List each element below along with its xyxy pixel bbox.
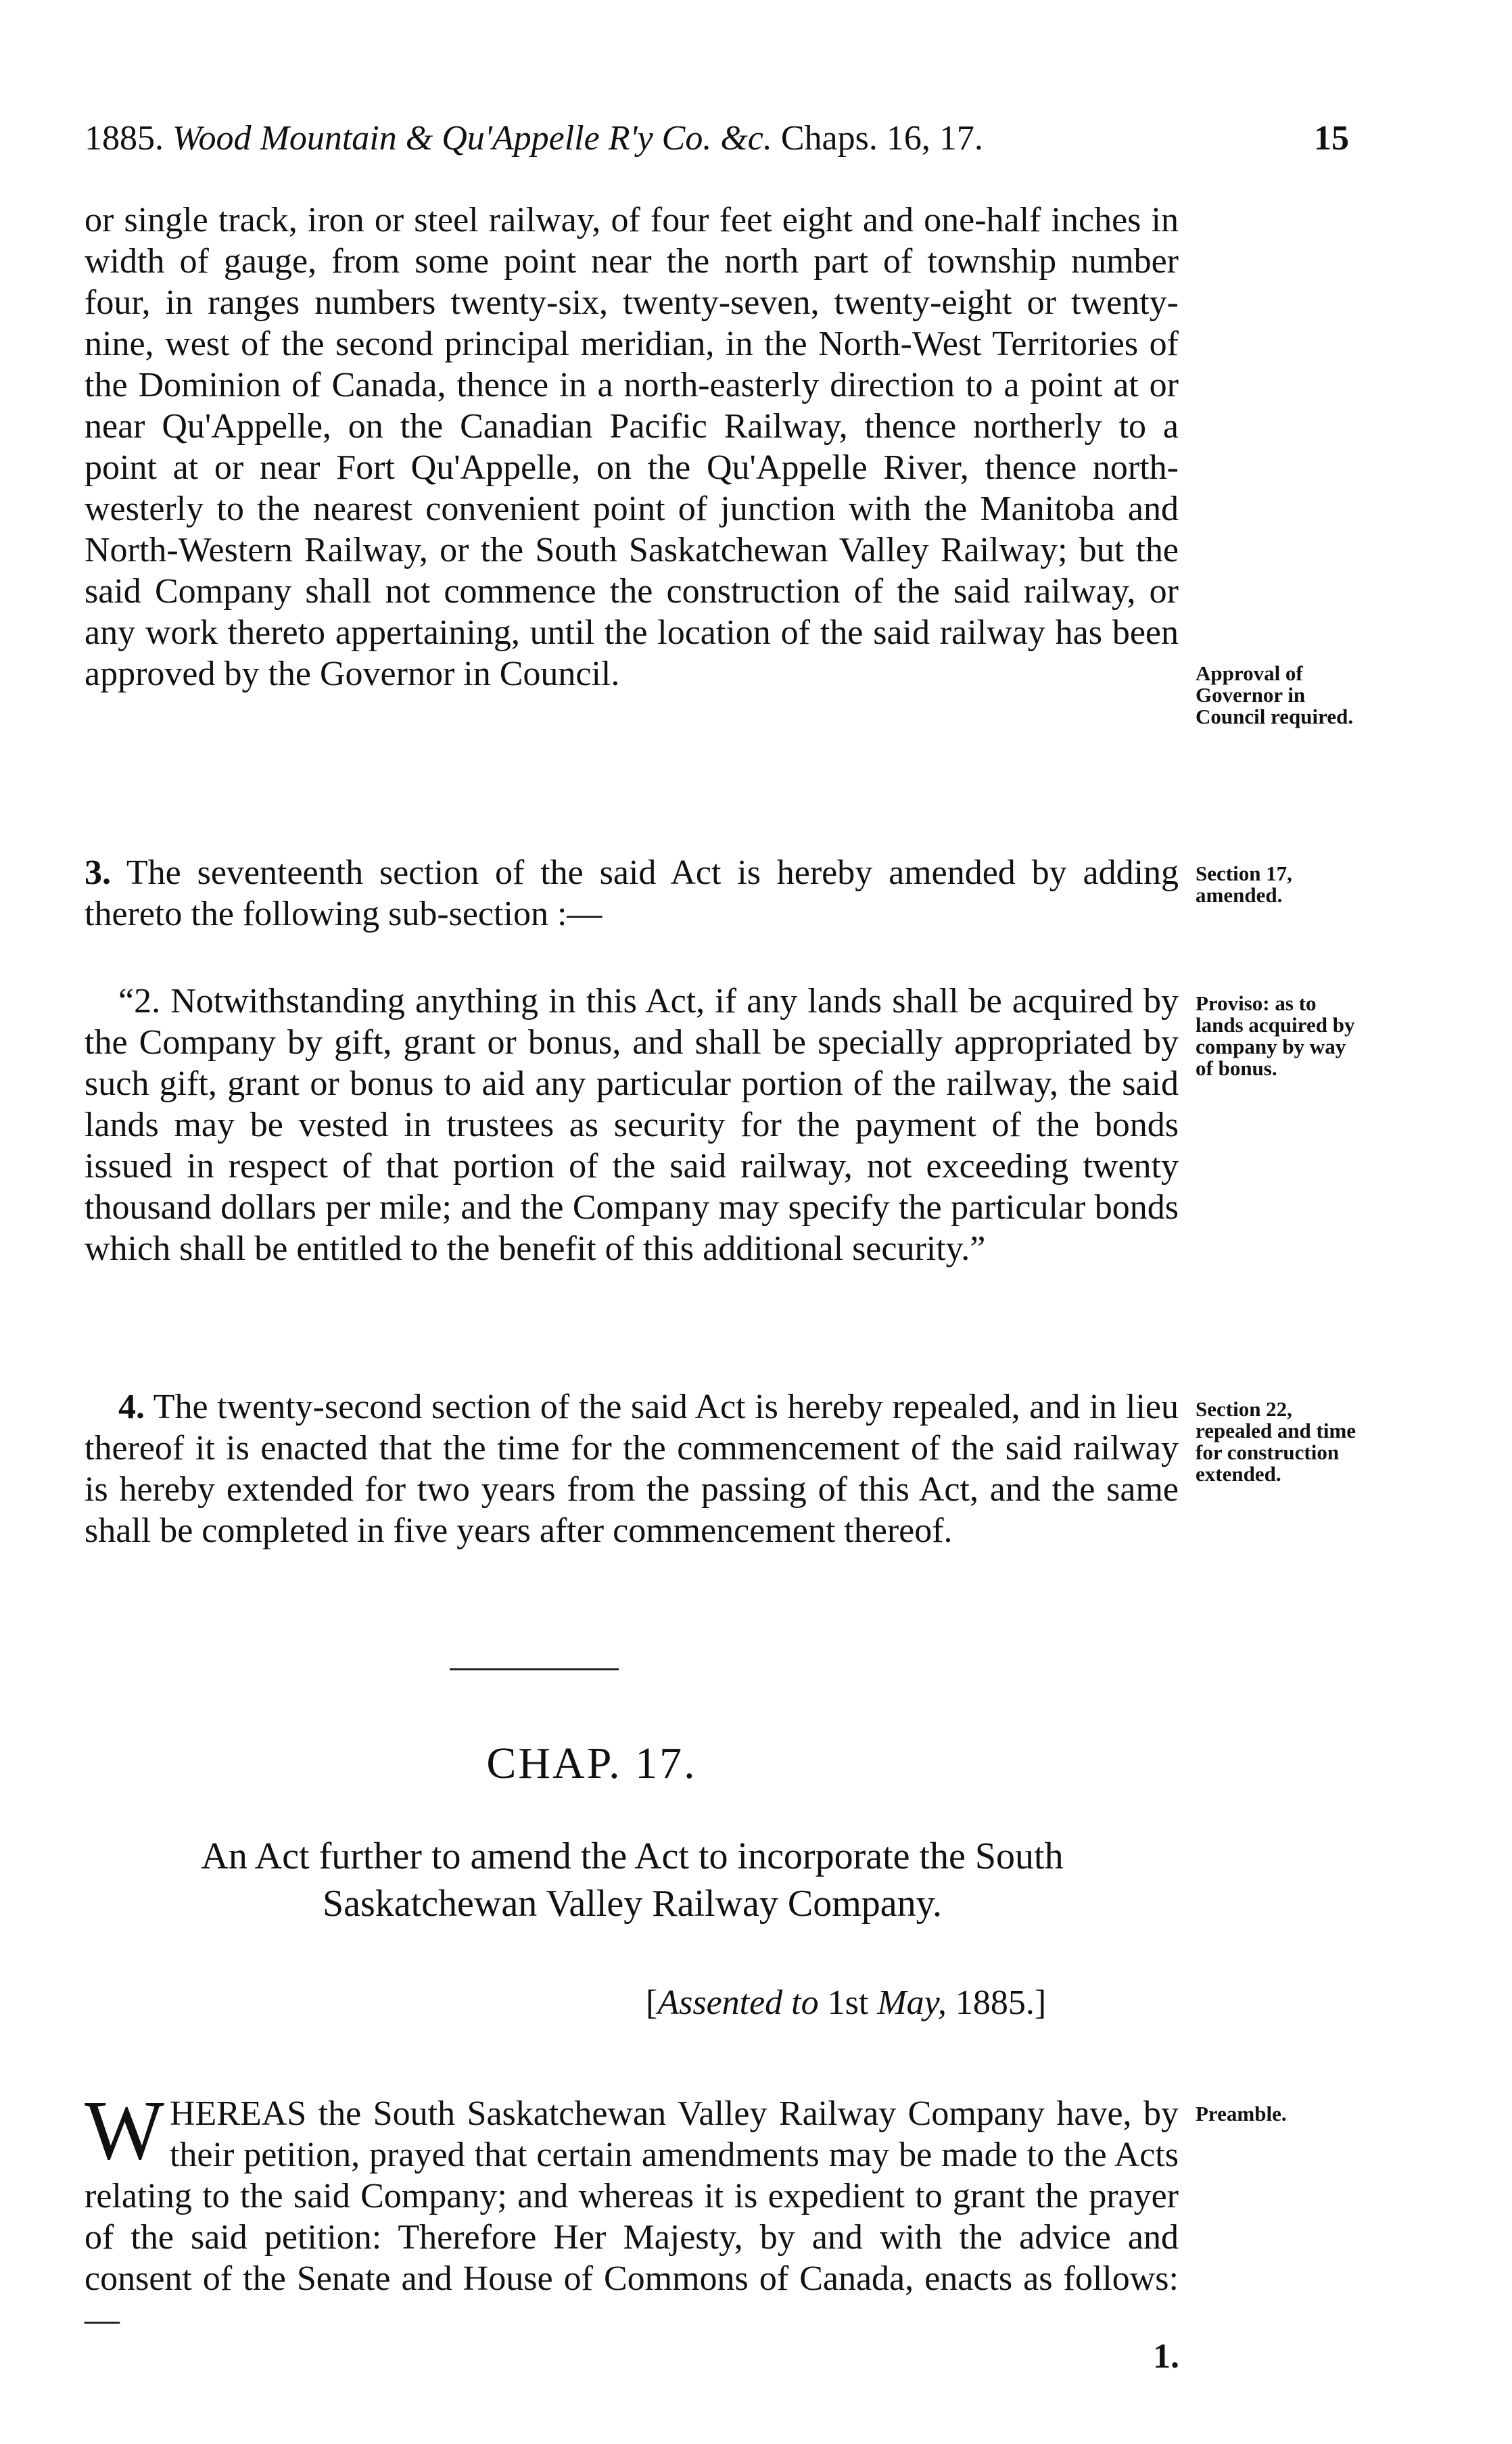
assent-month: May, (877, 1983, 947, 2022)
section-number: 3. (85, 853, 111, 892)
section-divider (450, 1668, 619, 1670)
header-left (85, 118, 983, 158)
margin-note-approval: Approval of Governor in Council required. (1196, 661, 1354, 728)
header-chapters: Chaps. 16, 17. (780, 119, 983, 158)
paragraph-text: “2. Notwithstanding anything in this Act, if any lands shall be acquired by the Company by gift, grant or bonus, and shall be specially appropriated by such gift, grant or bonus to aid any particular portion of the railway, the said lands may be vested in trustees as security for the payment of the bonds issued in respect of that portion of the said railway, not exceeding twenty thousand dollars per mile; and the Company may specify the particular bonds which shall be entitled to the benefit of this additional security.” (85, 982, 1179, 1268)
running-header (85, 118, 1349, 166)
chapter-title: CHAP. 17. (486, 1739, 697, 1788)
section-number: 4. (118, 1388, 145, 1426)
margin-note-preamble: Preamble. (1196, 2102, 1287, 2125)
preamble (85, 2084, 1179, 2341)
catchword: 1. (1153, 2337, 1179, 2376)
margin-note-section-17: Section 17, amended. (1196, 862, 1292, 907)
margin-note-section-22: Section 22, repealed and time for construction extended. (1196, 1397, 1356, 1486)
page-number: 15 (1314, 119, 1349, 158)
assent-line (646, 1983, 1046, 2023)
paragraph-text: The seventeenth section of the said Act is hereby amended by adding thereto the following sub-section :— (85, 853, 1179, 933)
paragraph-text: The twenty-second section of the said Act is hereby repealed, and in lieu thereof it is enacted that the time for the commencement of the said railway is hereby extended for two years from the passing of this Act, and the same shall be completed in five years after commencement thereof. (85, 1388, 1179, 1550)
header-year: 1885. (85, 119, 164, 158)
act-title: An Act further to amend the Act to incorporate the South Saskatchewan Valley Railway Company. (201, 1835, 1064, 1925)
header-title: Wood Mountain & Qu'Appelle R'y Co. &c. (172, 119, 772, 158)
assent-text: Assented to (657, 1983, 819, 2022)
drop-cap: W (85, 2084, 164, 2178)
paragraph-continuation (85, 199, 1179, 695)
section-4 (85, 1386, 1179, 1551)
preamble-text: HEREAS the South Saskatchewan Valley Railway Company have, by their petition, prayed that certain amendments may be made to the Acts relating to the said Company; and whereas it is expedient to grant the prayer of the said petition: Therefore Her Majesty, by and with the advice and consent of the Senate and House of Commons of Canada, enacts as follows:— (85, 2094, 1179, 2339)
assent-year: 1885.] (955, 1983, 1047, 2022)
assent-bracket: [ (646, 1983, 658, 2022)
paragraph-text: or single track, iron or steel railway, of four feet eight and one-half inches in width of gauge, from some point near the north part of township number four, in ranges numbers twenty-six, twenty-seven, twenty-eight or twenty-nine, west of the second principal meridian, in the North-West Territories of the Dominion of Canada, thence in a north-easterly direction to a point at or near Qu'Appelle, on the Canadian Pacific Railway, thence northerly to a point at or near Fort Qu'Appelle, on the Qu'Appelle River, thence north-westerly to the nearest convenient point of junction with the Manitoba and North-Western Railway, or the South Saskatchewan Valley Railway; but the said Company shall not commence the construction of the said railway, or any work thereto appertaining, until the location of the said railway has been approved by the Governor in Council. (85, 201, 1179, 693)
assent-day: 1st (827, 1983, 869, 2022)
margin-note-proviso: Proviso: as to lands acquired by company by way of bonus. (1196, 991, 1355, 1080)
sub-section-2 (85, 981, 1179, 1269)
section-3 (85, 852, 1179, 935)
